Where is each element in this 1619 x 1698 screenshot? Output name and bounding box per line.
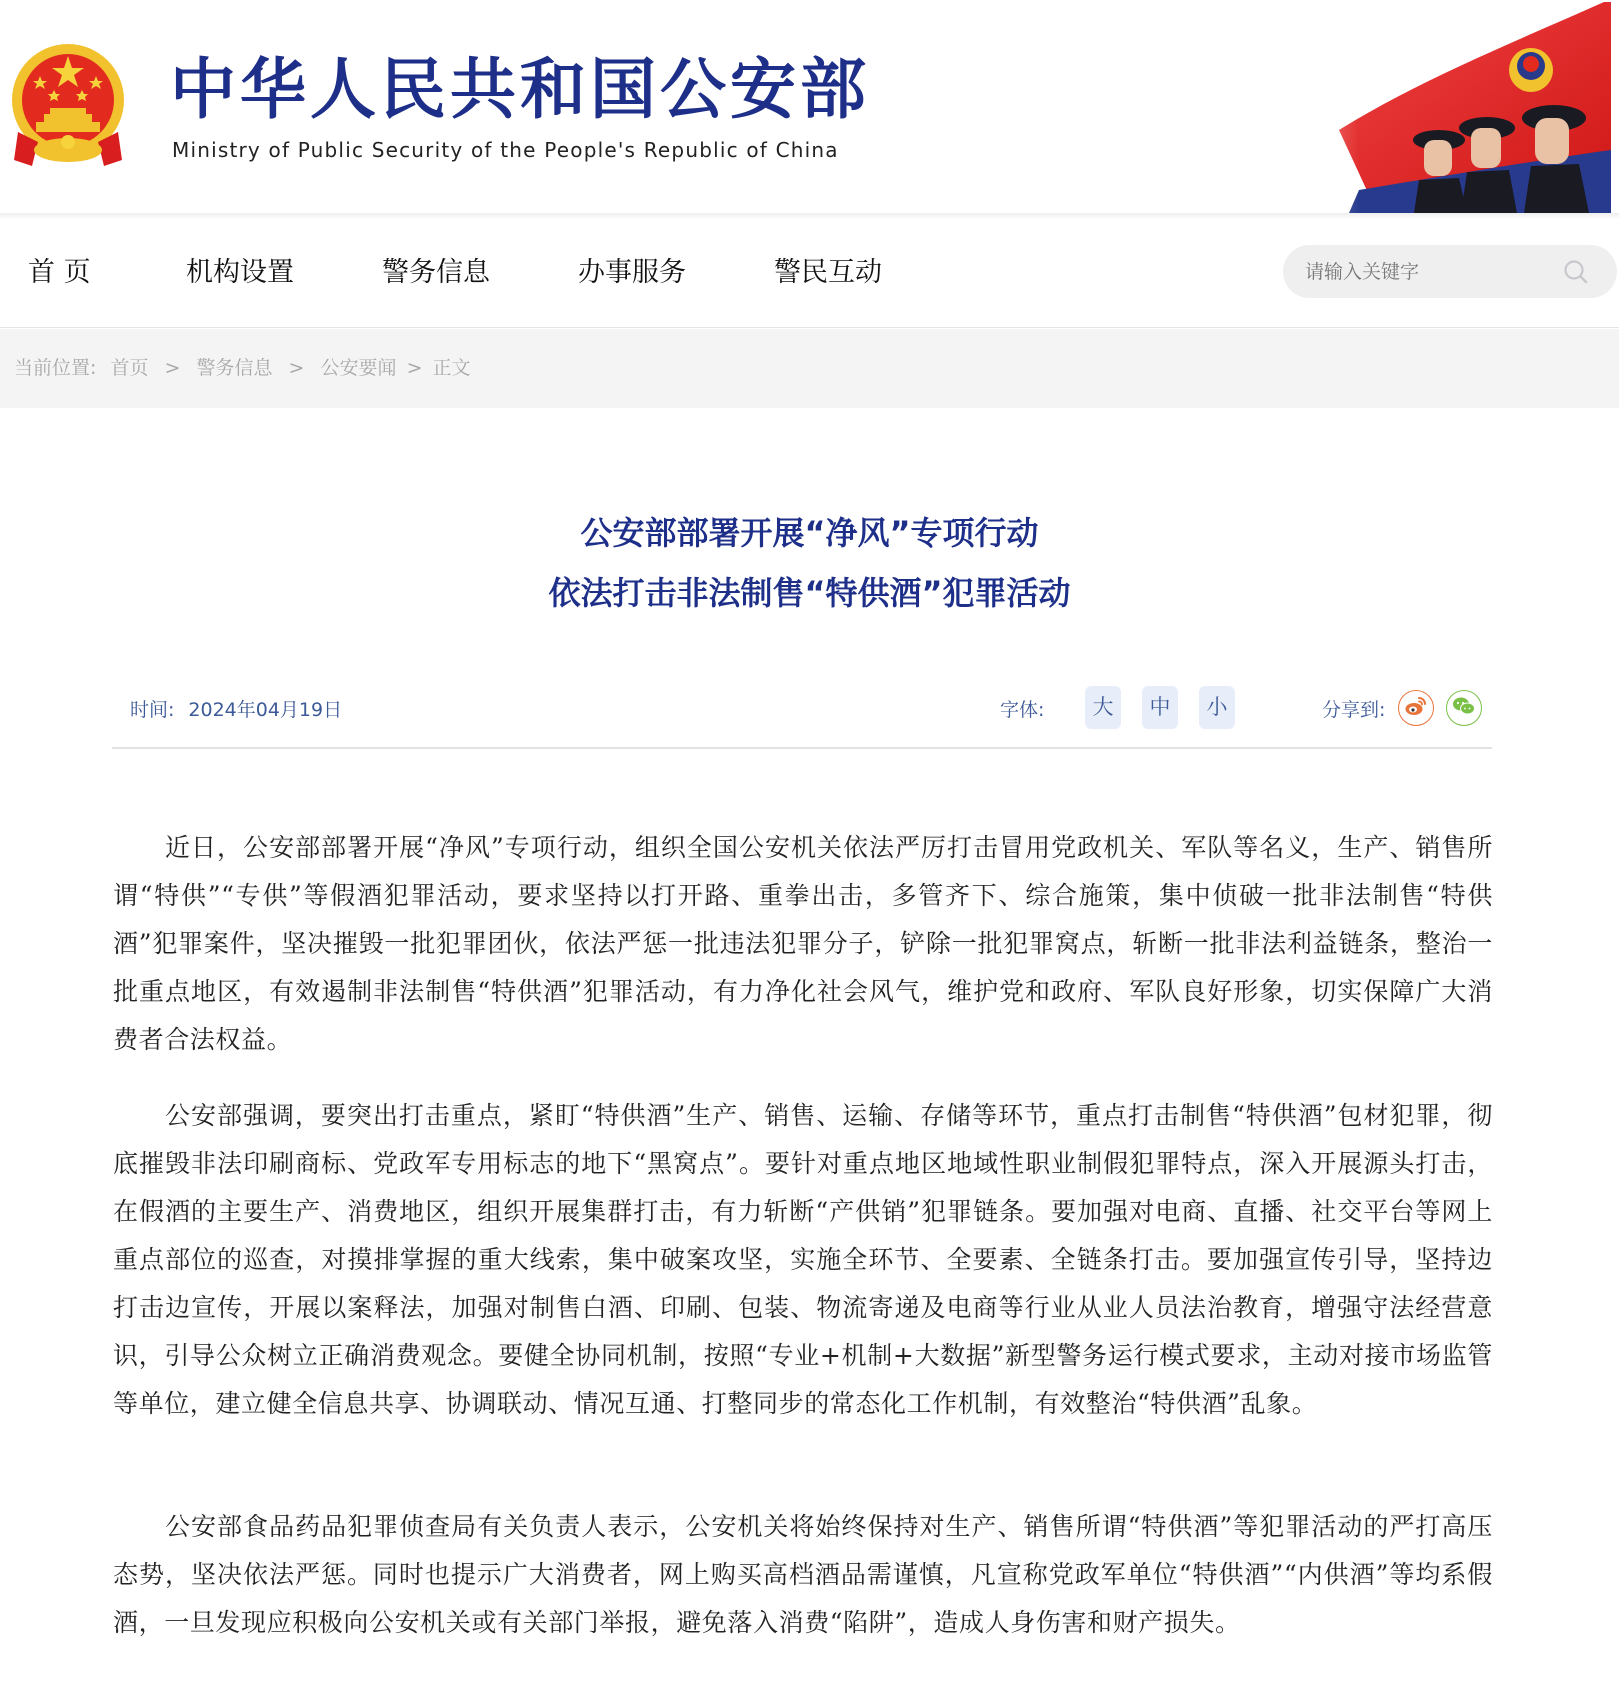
main-nav bbox=[0, 219, 1619, 328]
breadcrumb-news[interactable]: 公安要闻 bbox=[320, 357, 397, 379]
breadcrumb bbox=[14, 354, 471, 382]
time-value: 2024年04月19日 bbox=[188, 699, 343, 721]
site-title-en: Ministry of Public Security of the People's Republic of China bbox=[172, 138, 839, 162]
article-meta bbox=[112, 686, 1492, 732]
breadcrumb-home[interactable]: 首页 bbox=[110, 357, 149, 379]
breadcrumb-bar bbox=[0, 329, 1619, 408]
meta-divider bbox=[112, 747, 1492, 749]
search-box bbox=[1283, 245, 1617, 298]
font-size-medium-button[interactable]: 中 bbox=[1142, 686, 1178, 729]
share-label: 分享到: bbox=[1322, 699, 1386, 721]
article-paragraph-2: 公安部强调，要突出打击重点，紧盯“特供酒”生产、销售、运输、存储等环节，重点打击制售“特供酒”包材犯罪，彻底摧毁非法印刷商标、党政军专用标志的地下“黑窝点”。要针对重点地区地域性职业制假犯罪特点，深入开展源头打击，在假酒的主要生产、消费地区，组织开展集群打击，有力斩断“产供销”犯罪链条。要加强对电商、直播、社交平台等网上重点部位的巡查，对摸排掌握的重大线索，集中破案攻坚，实施全环节、全要素、全链条打击。要加强宣传引导，坚持边打击边宣传，开展以案释法，加强对制售白酒、印刷、包装、物流寄递及电商等行业从业人员法治教育，增强守法经营意识，引导公众树立正确消费观念。要健全协同机制，按照“专业+机制+大数据”新型警务运行模式要求，主动对接市场监管等单位，建立健全信息共享、协调联动、情况互通、打整同步的常态化工作机制，有效整治“特供酒”乱象。 bbox=[113, 1101, 1493, 1418]
nav-item-services[interactable]: 办事服务 bbox=[578, 257, 686, 288]
search-input[interactable] bbox=[1305, 245, 1555, 298]
search-icon[interactable] bbox=[1563, 259, 1589, 285]
nav-item-interaction[interactable]: 警民互动 bbox=[774, 257, 882, 288]
police-flag-banner bbox=[1219, 0, 1619, 213]
nav-item-organization[interactable]: 机构设置 bbox=[186, 257, 294, 288]
breadcrumb-current: 正文 bbox=[432, 357, 471, 379]
nav-item-home[interactable]: 首 页 bbox=[28, 257, 91, 288]
share-wechat-button[interactable] bbox=[1446, 690, 1482, 726]
nav-item-police-info[interactable]: 警务信息 bbox=[382, 257, 490, 288]
font-size-large-button[interactable]: 大 bbox=[1085, 686, 1121, 729]
breadcrumb-separator: > bbox=[406, 357, 423, 379]
breadcrumb-police-info[interactable]: 警务信息 bbox=[196, 357, 273, 379]
wechat-icon bbox=[1452, 695, 1476, 721]
font-size-label: 字体: bbox=[1000, 699, 1045, 721]
breadcrumb-label: 当前位置: bbox=[14, 357, 97, 379]
article-paragraph-1: 近日，公安部部署开展“净风”专项行动，组织全国公安机关依法严厉打击冒用党政机关、军队等名义，生产、销售所谓“特供”“专供”等假酒犯罪活动，要求坚持以打开路、重拳出击，多管齐下、综合施策，集中侦破一批非法制售“特供酒”犯罪案件，坚决摧毁一批犯罪团伙，依法严惩一批违法犯罪分子，铲除一批犯罪窝点，斩断一批非法利益链条，整治一批重点地区，有效遏制非法制售“特供酒”犯罪活动，有力净化社会风气，维护党和政府、军队良好形象，切实保障广大消费者合法权益。 bbox=[113, 833, 1493, 1054]
article-paragraph-3: 公安部食品药品犯罪侦查局有关负责人表示，公安机关将始终保持对生产、销售所谓“特供酒”等犯罪活动的严打高压态势，坚决依法严惩。同时也提示广大消费者，网上购买高档酒品需谨慎，凡宣称党政军单位“特供酒”“内供酒”等均系假酒，一旦发现应积极向公安机关或有关部门举报，避免落入消费“陷阱”，造成人身伤害和财产损失。 bbox=[113, 1512, 1493, 1637]
article-title-line-1: 公安部部署开展“净风”专项行动 bbox=[580, 514, 1039, 552]
weibo-icon bbox=[1404, 695, 1428, 721]
article-title-line-2: 依法打击非法制售“特供酒”犯罪活动 bbox=[548, 574, 1071, 612]
national-emblem-icon[interactable] bbox=[8, 42, 128, 170]
site-title-cn[interactable]: 中华人民共和国公安部 bbox=[170, 51, 870, 128]
breadcrumb-separator: > bbox=[288, 357, 305, 379]
site-header bbox=[0, 0, 1619, 215]
publish-time bbox=[130, 695, 342, 722]
font-size-small-button[interactable]: 小 bbox=[1199, 686, 1235, 729]
breadcrumb-separator: > bbox=[164, 357, 181, 379]
time-label: 时间: bbox=[130, 699, 175, 721]
share-weibo-button[interactable] bbox=[1398, 690, 1434, 726]
